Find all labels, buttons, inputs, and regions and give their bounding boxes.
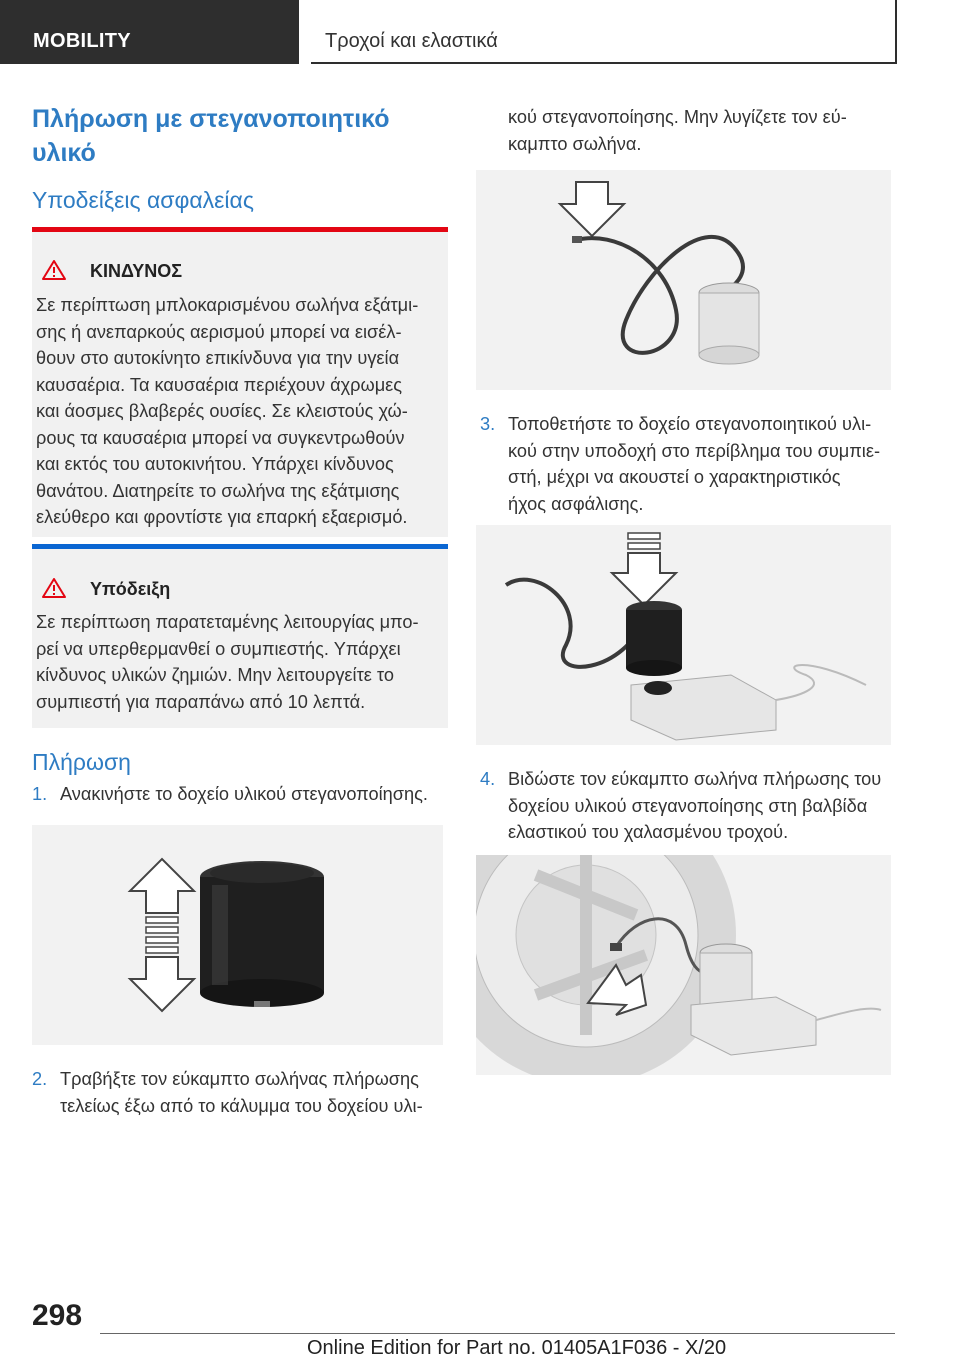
step-text: Ανακινήστε το δοχείο υλικού στεγανοποίησης. [60,784,428,804]
step-number: 3. [480,414,496,434]
hose-pull-illustration [476,170,891,390]
section-label: MOBILITY [33,30,131,52]
note-box [32,544,448,728]
step-text: Βιδώστε τον εύκαμπτο σωλήνα πλήρωσης του δοχείου υλικού στεγανοποίησης στη βαλβίδα ελαστικού του χαλασμένου τροχού. [508,769,882,842]
figure-insert-canister [476,525,891,745]
figure-pull-hose [476,170,891,390]
danger-box [32,227,448,537]
chapter-tab [311,0,897,64]
page-number: 298 [32,1299,83,1332]
step-3 [480,411,900,514]
canister-insert-illustration [476,525,891,745]
safety-heading: Υποδείξεις ασφαλείας [32,187,254,213]
danger-title: ΚΙΝΔΥΝΟΣ [90,261,183,281]
step-2-continued [480,104,900,157]
note-title: Υπόδειξη [90,579,171,599]
warning-triangle-icon [41,577,67,599]
step-text: Τραβήξτε τον εύκαμπτο σωλήνας πλήρωσης τελείως έξω από το κάλυμμα του δοχείου υλι- [60,1069,423,1116]
figure-connect-valve [476,855,891,1075]
filling-heading: Πλήρωση [32,749,131,775]
footer-divider [100,1333,895,1334]
step-number: 2. [32,1069,48,1089]
step-text: Τοποθετήστε το δοχείο στεγανοποιητικού υλι- κού στην υποδοχή στο περίβλημα του συμπιε- στή, μέχρι να ακουστεί ο χαρακτηριστικός ήχος ασφάλισης. [508,414,880,514]
step-2 [32,1066,452,1146]
note-text: Σε περίπτωση παρατεταμένης λειτουργίας μπο- ρεί να υπερθερμανθεί ο συμπιεστής. Υπάρχει κίνδυνος υλικών ζημιών. Μην λειτουργείτε το συμπιεστή για παραπάνω από 10 λεπτά. [36,612,419,712]
step-number: 1. [32,784,48,804]
danger-text: Σε περίπτωση μπλοκαρισμένου σωλήνα εξάτμι- σης ή ανεπαρκούς αερισμού μπορεί να εισέλ- θουν στο αυτοκίνητο επικίνδυνα για την υγεία καυσαέρια. Τα καυσαέρια περιέχουν άχρωμες και άοσμες βλαβερές ουσίες. Σε κλειστούς χώ- ρους τα καυσαέρια μπορεί να συγκεντρωθούν και εκτός του αυτοκινήτου. Υπάρχει κίνδυνος θανάτου. Διατηρείτε το σωλήνα της εξάτμισης ελεύθερο και φροντίστε για επαρκή εξαερισμό. [36,295,419,527]
valve-connect-illustration [476,855,891,1075]
figure-shake-canister [32,825,443,1045]
step-number: 4. [480,769,496,789]
step-text: κού στεγανοποίησης. Μην λυγίζετε τον εύ- καμπτο σωλήνα. [508,107,847,154]
section-tab [0,0,299,64]
warning-triangle-icon [41,259,67,281]
step-4 [480,766,900,846]
canister-shake-illustration [32,825,443,1045]
edition-note: Online Edition for Part no. 01405A1F036 - X/20 [307,1337,727,1359]
page-title: Πλήρωση με στεγανοποιητικό υλικό [32,105,390,167]
chapter-label: Τροχοί και ελαστικά [325,30,498,52]
